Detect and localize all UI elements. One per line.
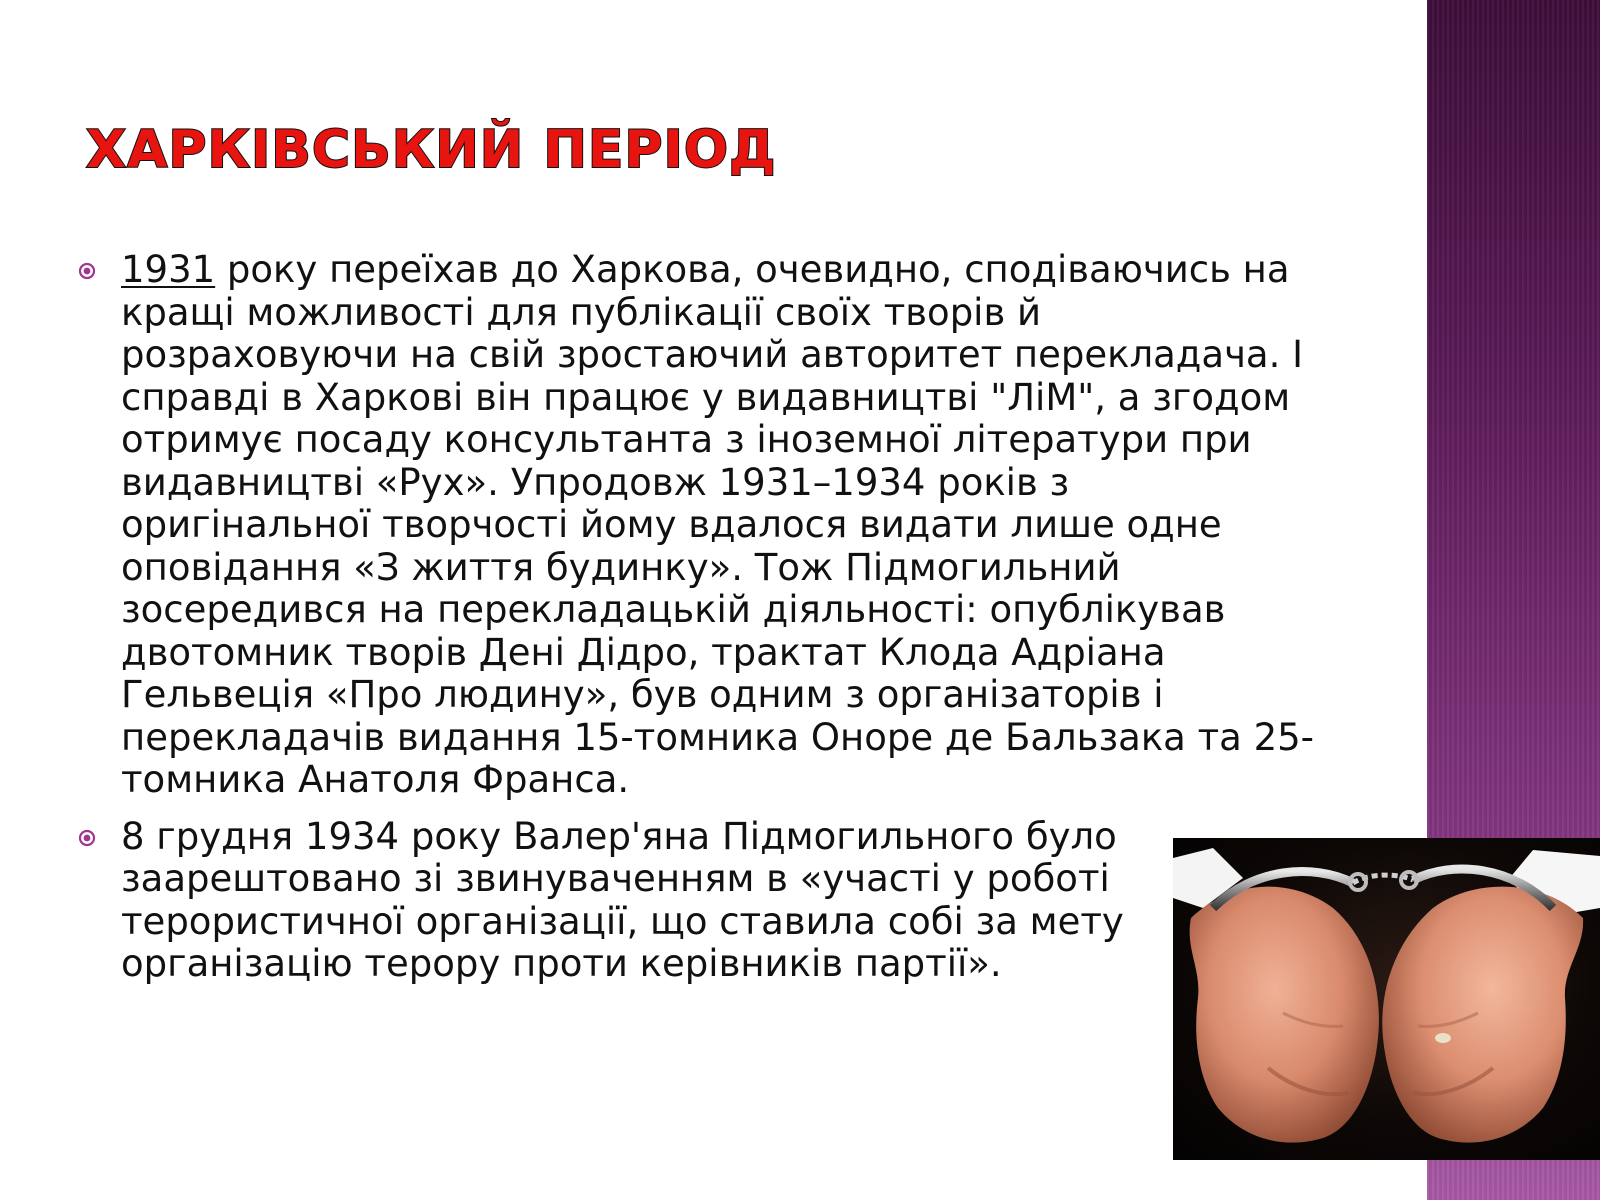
bullet-text: 8 грудня 1934 року Валер'яна Підмогильного було заарештовано зі звинуваченням в «участі у роботі терористичної організації, що ставила собі за мету організацію терору проти керівників партії».: [121, 814, 1124, 985]
bullet-text: року переїхав до Харкова, очевидно, сподіваючись на кращі можливості для публікації своїх творів й розраховуючи на свій зростаючий авторитет перекладача. І справді в Харкові він працює у видавництві "ЛіМ", а згодом отримує посаду консультанта з іноземної літератури при видавництві «Рух». Упродовж 1931–1934 років з оригінальної творчості йому вдалося видати лише одне оповідання «З життя будинку». Тож Підмогильний зосередився на перекладацькій діяльності: опублікував двотомник творів Дені Дідро, трактат Клода Адріана Гельвеція «Про людину», був одним з організаторів і перекладачів видання 15-томника Оноре де Бальзака та 25-томника Анатоля Франса.: [121, 248, 1315, 801]
bullet-item: [78, 249, 1318, 802]
handcuffed-hands-photo: [1173, 838, 1600, 1160]
bullet-list: [78, 249, 1318, 1000]
handcuffed-hands-icon: [1173, 838, 1600, 1160]
slide-title: ХАРКІВСЬКИЙ ПЕРІОД: [86, 120, 777, 180]
bullet-item: [78, 816, 1221, 986]
bullet-circle-icon: [78, 262, 96, 280]
year-link[interactable]: 1931: [121, 248, 216, 291]
bullet-circle-icon: [78, 829, 96, 847]
